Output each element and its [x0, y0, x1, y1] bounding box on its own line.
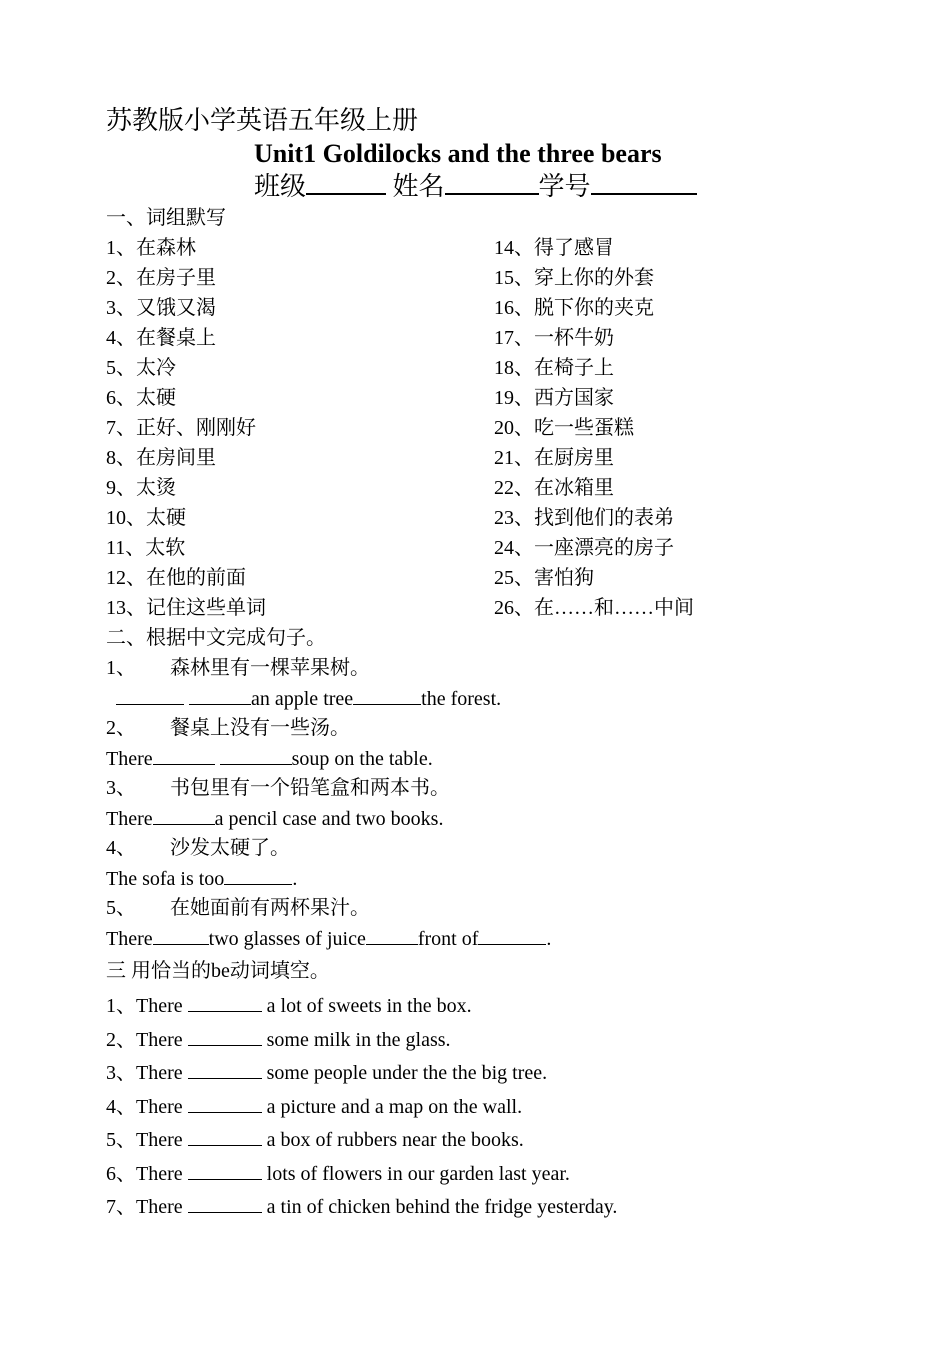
- phrase-item: 11、太软: [106, 537, 186, 559]
- name-label: 姓名: [392, 172, 445, 201]
- q3-english: There a pencil case and two books.: [106, 808, 444, 830]
- student-info-line: [254, 171, 697, 202]
- be-verb-item: 7、There a tin of chicken behind the fridge yesterday.: [106, 1196, 618, 1218]
- answer-blank[interactable]: [188, 1060, 262, 1079]
- phrase-item: 20、吃一些蛋糕: [494, 417, 634, 439]
- q2-chinese: 2、 餐桌上没有一些汤。: [106, 717, 350, 739]
- be-verb-item: 4、There a picture and a map on the wall.: [106, 1096, 523, 1118]
- phrase-item: 25、害怕狗: [494, 567, 594, 589]
- phrase-item: 22、在冰箱里: [494, 477, 614, 499]
- answer-blank[interactable]: [478, 926, 546, 945]
- answer-blank[interactable]: [188, 1127, 262, 1146]
- phrase-item: 10、太硬: [106, 507, 186, 529]
- answer-blank[interactable]: [116, 686, 184, 705]
- q3-chinese: 3、 书包里有一个铅笔盒和两本书。: [106, 777, 450, 799]
- answer-blank[interactable]: [188, 1094, 262, 1113]
- be-verb-item: 6、There lots of flowers in our garden last year.: [106, 1163, 570, 1185]
- answer-blank[interactable]: [153, 806, 215, 825]
- phrase-item: 7、正好、刚刚好: [106, 417, 256, 439]
- answer-blank[interactable]: [366, 926, 418, 945]
- unit-title: Unit1 Goldilocks and the three bears: [254, 139, 662, 168]
- phrase-item: 21、在厨房里: [494, 447, 614, 469]
- phrase-item: 16、脱下你的夹克: [494, 297, 654, 319]
- phrase-item: 18、在椅子上: [494, 357, 614, 379]
- phrase-item: 9、太烫: [106, 477, 176, 499]
- section2-heading: 二、根据中文完成句子。: [106, 627, 326, 649]
- be-verb-item: 2、There some milk in the glass.: [106, 1029, 451, 1051]
- phrase-item: 2、在房子里: [106, 267, 216, 289]
- answer-blank[interactable]: [188, 1161, 262, 1180]
- phrase-item: 14、得了感冒: [494, 237, 614, 259]
- name-blank[interactable]: [445, 171, 539, 195]
- number-blank[interactable]: [591, 171, 697, 195]
- q1-english: an apple tree the forest.: [116, 686, 501, 712]
- be-verb-item: 3、There some people under the the big tree.: [106, 1062, 548, 1084]
- q2-english: There soup on the table.: [106, 748, 433, 770]
- phrase-item: 13、记住这些单词: [106, 597, 266, 619]
- q1-chinese: 1、 森林里有一棵苹果树。: [106, 657, 370, 679]
- phrase-item: 19、西方国家: [494, 387, 614, 409]
- phrase-item: 6、太硬: [106, 387, 176, 409]
- answer-blank[interactable]: [153, 926, 209, 945]
- be-verb-item: 5、There a box of rubbers near the books.: [106, 1129, 524, 1151]
- phrase-item: 8、在房间里: [106, 447, 216, 469]
- q4-english: The sofa is too .: [106, 868, 298, 890]
- class-label: 班级: [254, 172, 307, 201]
- answer-blank[interactable]: [188, 1027, 262, 1046]
- answer-blank[interactable]: [224, 866, 292, 885]
- phrase-item: 17、一杯牛奶: [494, 327, 614, 349]
- phrase-item: 12、在他的前面: [106, 567, 246, 589]
- q5-english: There two glasses of juice front of .: [106, 928, 552, 950]
- phrase-item: 24、一座漂亮的房子: [494, 537, 674, 559]
- answer-blank[interactable]: [153, 746, 215, 765]
- answer-blank[interactable]: [220, 746, 292, 765]
- phrase-item: 4、在餐桌上: [106, 327, 216, 349]
- q5-chinese: 5、 在她面前有两杯果汁。: [106, 897, 370, 919]
- number-label: 学号: [538, 172, 591, 201]
- phrase-item: 1、在森林: [106, 237, 196, 259]
- phrase-item: 3、又饿又渴: [106, 297, 216, 319]
- phrase-item: 15、穿上你的外套: [494, 267, 654, 289]
- section3-heading: 三 用恰当的be动词填空。: [106, 960, 330, 982]
- answer-blank[interactable]: [189, 686, 251, 705]
- answer-blank[interactable]: [188, 993, 262, 1012]
- answer-blank[interactable]: [353, 686, 421, 705]
- phrase-item: 26、在……和……中间: [494, 597, 694, 619]
- phrase-item: 5、太冷: [106, 357, 176, 379]
- answer-blank[interactable]: [188, 1194, 262, 1213]
- book-title: 苏教版小学英语五年级上册: [106, 106, 419, 135]
- class-blank[interactable]: [306, 171, 386, 195]
- be-verb-item: 1、There a lot of sweets in the box.: [106, 995, 472, 1017]
- phrase-item: 23、找到他们的表弟: [494, 507, 674, 529]
- q4-chinese: 4、 沙发太硬了。: [106, 837, 290, 859]
- section1-heading: 一、词组默写: [106, 207, 226, 229]
